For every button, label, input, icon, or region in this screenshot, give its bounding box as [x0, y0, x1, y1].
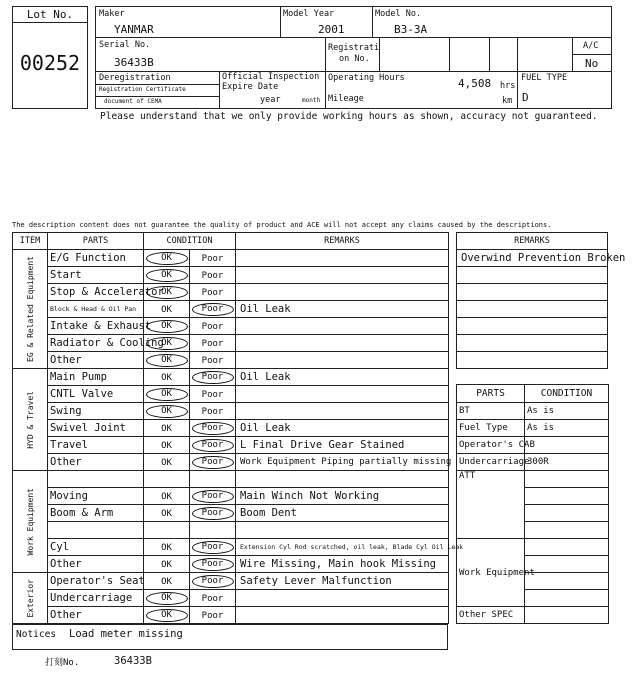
remark — [236, 386, 449, 403]
item-group-label: Work Equipment — [25, 487, 35, 556]
cond-poor-cell — [190, 488, 236, 505]
maker-value: YANMAR — [114, 23, 154, 36]
poor-mark: Poor — [201, 254, 224, 264]
spec-row — [457, 403, 609, 420]
spec-cond — [525, 556, 609, 573]
model-no-value: B3-3A — [394, 23, 428, 36]
remark — [236, 284, 449, 301]
right-remark-row — [457, 284, 608, 301]
table-row — [13, 267, 449, 284]
cond-poor-cell — [190, 539, 236, 556]
table-row — [13, 420, 449, 437]
spec-col-condition: CONDITION — [525, 385, 609, 403]
cond-poor-cell — [190, 369, 236, 386]
part-name: Boom & Arm — [48, 505, 144, 522]
registration-certificate-label: Registration Certificate — [99, 86, 186, 93]
cond-ok-cell — [144, 386, 190, 403]
ok-mark: OK — [146, 405, 188, 418]
inspection-label-1: Official Inspection — [222, 72, 320, 82]
right-remark-row — [457, 335, 608, 352]
spec-block-label: Other SPEC — [457, 607, 525, 624]
table-row — [13, 250, 449, 267]
table-row — [13, 539, 449, 556]
right-remark: Overwind Prevention Broken — [457, 250, 608, 267]
right-remark — [457, 352, 608, 369]
remark: Wire Missing, Main hook Missing — [236, 556, 449, 573]
spec-cond: As is — [525, 403, 609, 420]
table-row — [13, 386, 449, 403]
remark: Oil Leak — [236, 369, 449, 386]
inspection-label-2: Expire Date — [222, 82, 279, 92]
spec-row — [457, 454, 609, 471]
notices-text: Load meter missing — [69, 628, 183, 640]
ok-mark: OK — [161, 441, 172, 451]
ok-mark: OK — [161, 543, 172, 553]
right-remark-row — [457, 318, 608, 335]
spec-cond — [525, 471, 609, 488]
poor-mark: Poor — [192, 371, 234, 384]
cond-ok-cell — [144, 522, 190, 539]
ok-mark: OK — [146, 388, 188, 401]
cond-poor-cell — [190, 335, 236, 352]
ok-mark: OK — [161, 458, 172, 468]
right-remark — [457, 284, 608, 301]
operating-hours-value: 4,508 — [458, 77, 492, 90]
part-name — [48, 522, 144, 539]
part-name: Main Pump — [48, 369, 144, 386]
spec-part: Fuel Type — [457, 420, 525, 437]
item-group — [13, 573, 48, 624]
table-row — [13, 522, 449, 539]
ok-mark: OK — [146, 592, 188, 605]
cond-poor-cell — [190, 267, 236, 284]
remark — [236, 318, 449, 335]
item-group-label: Exterior — [25, 578, 35, 618]
maker-label: Maker — [99, 9, 125, 19]
table-row — [13, 471, 449, 488]
part-name: Other — [48, 556, 144, 573]
table-row — [13, 403, 449, 420]
spec-part: BT — [457, 403, 525, 420]
cema-label: document of CEMA — [104, 98, 162, 105]
cond-poor-cell — [190, 590, 236, 607]
ac-label: A/C — [583, 41, 599, 51]
cond-poor-cell — [190, 318, 236, 335]
remark: Main Winch Not Working — [236, 488, 449, 505]
ok-mark: OK — [161, 509, 172, 519]
part-name — [48, 471, 144, 488]
poor-mark: Poor — [192, 507, 234, 520]
spec-row — [457, 471, 609, 488]
table-row — [13, 318, 449, 335]
registration-label-2: on No. — [339, 54, 370, 64]
right-remark-row — [457, 301, 608, 318]
cond-ok-cell — [144, 318, 190, 335]
cond-poor-cell — [190, 522, 236, 539]
right-remarks-title: REMARKS — [457, 233, 608, 250]
poor-mark: Poor — [201, 288, 224, 298]
right-remark — [457, 267, 608, 284]
table-row — [13, 488, 449, 505]
cond-ok-cell — [144, 590, 190, 607]
cond-ok-cell — [144, 607, 190, 624]
right-remark — [457, 335, 608, 352]
poor-mark: Poor — [201, 390, 224, 400]
table-row — [13, 352, 449, 369]
part-name: Travel — [48, 437, 144, 454]
cond-ok-cell — [144, 335, 190, 352]
cond-poor-cell — [190, 250, 236, 267]
cond-poor-cell — [190, 420, 236, 437]
cond-ok-cell — [144, 539, 190, 556]
table-row — [13, 556, 449, 573]
part-name: Radiator & Cooling — [48, 335, 144, 352]
cond-ok-cell — [144, 267, 190, 284]
right-remark — [457, 301, 608, 318]
remark — [236, 522, 449, 539]
ok-mark: OK — [146, 320, 188, 333]
table-row — [13, 284, 449, 301]
cond-poor-cell — [190, 352, 236, 369]
cond-poor-cell — [190, 573, 236, 590]
table-row — [13, 335, 449, 352]
part-name: Operator's Seat — [48, 573, 144, 590]
hrs-label: hrs — [500, 81, 516, 91]
item-group-label: HYD & Travel — [25, 390, 35, 449]
cond-ok-cell — [144, 437, 190, 454]
spec-cond — [525, 573, 609, 590]
model-no-label: Model No. — [375, 9, 422, 19]
spec-table — [456, 384, 609, 624]
part-name: Other — [48, 607, 144, 624]
cond-ok-cell — [144, 284, 190, 301]
part-name: E/G Function — [48, 250, 144, 267]
table-row — [13, 573, 449, 590]
remark: Safety Lever Malfunction — [236, 573, 449, 590]
registration-label-1: Registrati — [328, 43, 380, 53]
ok-mark: OK — [161, 492, 172, 502]
cond-poor-cell — [190, 454, 236, 471]
remark — [236, 607, 449, 624]
fuel-type-value: D — [522, 91, 529, 104]
km-label: km — [502, 96, 513, 106]
cond-ok-cell — [144, 471, 190, 488]
col-parts: PARTS — [48, 233, 144, 250]
table-row — [13, 437, 449, 454]
part-name: Block & Head & Oil Pan — [48, 301, 144, 318]
cond-ok-cell — [144, 369, 190, 386]
poor-mark: Poor — [192, 575, 234, 588]
remark: Oil Leak — [236, 301, 449, 318]
table-row — [13, 505, 449, 522]
lot-label: Lot No. — [13, 7, 87, 23]
cond-poor-cell — [190, 386, 236, 403]
spec-cond — [525, 590, 609, 607]
deregistration-label: Deregistration — [99, 73, 171, 83]
poor-mark: Poor — [192, 558, 234, 571]
notices-label: Notices — [16, 629, 57, 640]
poor-mark: Poor — [192, 541, 234, 554]
part-name: CNTL Valve — [48, 386, 144, 403]
spec-block-label: Work Equipment — [457, 539, 525, 607]
poor-mark: Poor — [192, 490, 234, 503]
ok-mark: OK — [161, 560, 172, 570]
spec-cond — [525, 437, 609, 454]
remark — [236, 403, 449, 420]
poor-mark: Poor — [201, 339, 224, 349]
table-row — [13, 590, 449, 607]
stamp-number: 36433B — [114, 655, 152, 667]
right-remark — [457, 318, 608, 335]
cond-ok-cell — [144, 403, 190, 420]
poor-mark: Poor — [201, 356, 224, 366]
part-name: Swing — [48, 403, 144, 420]
item-group — [13, 471, 48, 573]
lot-number: 00252 — [19, 51, 81, 75]
spec-cond: As is — [525, 420, 609, 437]
remark: Work Equipment Piping partially missing — [236, 454, 449, 471]
ok-mark: OK — [146, 337, 188, 350]
remark — [236, 335, 449, 352]
cond-ok-cell — [144, 505, 190, 522]
ok-mark: OK — [146, 252, 188, 265]
part-name: Undercarriage — [48, 590, 144, 607]
col-item: ITEM — [13, 233, 48, 250]
cond-ok-cell — [144, 352, 190, 369]
cond-poor-cell — [190, 607, 236, 624]
col-condition: CONDITION — [144, 233, 236, 250]
spec-part: Undercarriage — [457, 454, 525, 471]
right-remark-row — [457, 250, 608, 267]
ok-mark: OK — [146, 354, 188, 367]
remark: L Final Drive Gear Stained — [236, 437, 449, 454]
spec-cond — [525, 505, 609, 522]
part-name: Cyl — [48, 539, 144, 556]
serial-value: 36433B — [114, 56, 154, 69]
cond-poor-cell — [190, 403, 236, 420]
ac-value: No — [585, 57, 599, 70]
right-remark-row — [457, 352, 608, 369]
remark: Oil Leak — [236, 420, 449, 437]
part-name: Other — [48, 352, 144, 369]
cond-poor-cell — [190, 284, 236, 301]
poor-mark: Poor — [192, 422, 234, 435]
poor-mark: Poor — [201, 322, 224, 332]
spec-row — [457, 607, 609, 624]
mileage-label: Mileage — [328, 94, 364, 104]
ok-mark: OK — [161, 424, 172, 434]
table-header — [13, 233, 449, 250]
poor-mark: Poor — [201, 407, 224, 417]
part-name: Moving — [48, 488, 144, 505]
right-remarks-table — [456, 232, 626, 369]
spec-row — [457, 539, 609, 556]
cond-ok-cell — [144, 556, 190, 573]
model-year-label: Model Year — [283, 9, 335, 19]
year-label: year — [260, 95, 281, 105]
fuel-type-label: FUEL TYPE — [521, 73, 568, 83]
part-name: Other — [48, 454, 144, 471]
spec-cond — [525, 522, 609, 539]
cond-ok-cell — [144, 420, 190, 437]
spec-cond — [525, 488, 609, 505]
cond-ok-cell — [144, 488, 190, 505]
ok-mark: OK — [146, 269, 188, 282]
poor-mark: Poor — [201, 594, 224, 604]
spec-row — [457, 437, 609, 454]
header-info-box — [95, 6, 612, 109]
serial-label: Serial No. — [99, 40, 151, 50]
poor-mark: Poor — [192, 456, 234, 469]
ok-mark: OK — [161, 373, 172, 383]
spec-cond — [525, 539, 609, 556]
table-row — [13, 607, 449, 624]
remark: Extension Cyl Rod scratched, oil leak, Blade Cyl Oil Leak — [236, 539, 449, 556]
part-name: Intake & Exhaust — [48, 318, 144, 335]
ok-mark: OK — [146, 609, 188, 622]
operating-hours-label: Operating Hours — [328, 73, 405, 83]
poor-mark: Poor — [192, 303, 234, 316]
item-group-label: EG & Related Equipment — [25, 256, 35, 362]
part-name: Start — [48, 267, 144, 284]
part-name: Swivel Joint — [48, 420, 144, 437]
part-name: Stop & Accelerator — [48, 284, 144, 301]
spec-cond — [525, 607, 609, 624]
disclaimer: The description content does not guarantee the quality of product and ACE will not accept any claims caused by the descriptions. — [12, 221, 552, 229]
remark — [236, 352, 449, 369]
condition-table — [12, 232, 464, 624]
remark: Boom Dent — [236, 505, 449, 522]
item-group — [13, 250, 48, 369]
col-remarks: REMARKS — [236, 233, 449, 250]
ok-mark: OK — [161, 577, 172, 587]
remark — [236, 267, 449, 284]
poor-mark: Poor — [201, 611, 224, 621]
cond-ok-cell — [144, 301, 190, 318]
remark — [236, 250, 449, 267]
notices-box — [12, 624, 448, 650]
ok-mark: OK — [161, 305, 172, 315]
cond-poor-cell — [190, 471, 236, 488]
cond-ok-cell — [144, 454, 190, 471]
table-row — [13, 369, 449, 386]
hours-notice: Please understand that we only provide working hours as shown, accuracy not guaranteed. — [100, 111, 598, 122]
spec-cond: 300R — [525, 454, 609, 471]
remark — [236, 471, 449, 488]
spec-row — [457, 420, 609, 437]
cond-poor-cell — [190, 437, 236, 454]
spec-part: Operator's CAB — [457, 437, 525, 454]
cond-ok-cell — [144, 573, 190, 590]
table-row — [13, 454, 449, 471]
poor-mark: Poor — [192, 439, 234, 452]
remark — [236, 590, 449, 607]
cond-poor-cell — [190, 505, 236, 522]
spec-block-label: ATT — [457, 471, 525, 539]
cond-poor-cell — [190, 556, 236, 573]
spec-col-parts: PARTS — [457, 385, 525, 403]
table-row — [13, 301, 449, 318]
model-year-value: 2001 — [318, 23, 345, 36]
lot-box — [12, 6, 88, 109]
cond-ok-cell — [144, 250, 190, 267]
stamp-label: 打刻No. — [45, 658, 80, 668]
right-remark-row — [457, 267, 608, 284]
cond-poor-cell — [190, 301, 236, 318]
ok-mark: OK — [146, 286, 188, 299]
month-label: month — [302, 97, 321, 104]
poor-mark: Poor — [201, 271, 224, 281]
item-group — [13, 369, 48, 471]
